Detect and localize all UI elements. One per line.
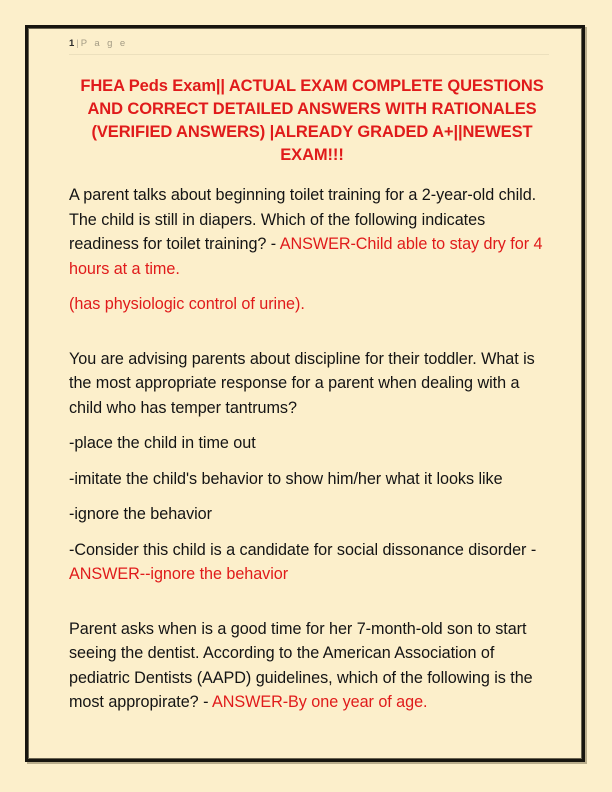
- question-2-stem: You are advising parents about discipline for their toddler. What is the most appropriate response for a parent when dealing with a child who has temper tantrums?: [69, 349, 535, 417]
- question-1-answer: ANSWER-Child able to stay dry for 4 hours at a time.: [69, 235, 543, 278]
- question-2-option-4: [69, 538, 550, 587]
- block-spacer-1: [69, 317, 568, 347]
- question-2-option-1: -place the child in time out: [69, 434, 256, 452]
- page-header: [69, 37, 549, 55]
- question-1-stem: [69, 183, 550, 281]
- question-block-2: [69, 347, 550, 587]
- page-title: FHEA Peds Exam|| ACTUAL EXAM COMPLETE QUESTIONS AND CORRECT DETAILED ANSWERS WITH RATIONALES (VERIFIED ANSWERS) |ALREADY GRADED A+||NEWEST EXAM!!!: [80, 77, 544, 164]
- document-content: [28, 28, 582, 759]
- page-number: 1: [69, 38, 75, 49]
- question-2-option-4-text: -Consider this child is a candidate for social dissonance disorder -: [69, 540, 537, 559]
- question-block-1: [69, 183, 550, 317]
- page-header-label: P a g e: [80, 38, 128, 49]
- page-header-separator: |: [76, 38, 79, 49]
- question-1-stem-text: A parent talks about beginning toilet training for a 2-year-old child. The child is still in diapers. Which of the following indicates readiness for toilet training? -: [69, 186, 537, 253]
- block-spacer-2: [69, 587, 568, 617]
- question-2-answer: ANSWER--ignore the behavior: [69, 565, 289, 583]
- question-3-stem: [69, 617, 550, 715]
- question-1-rationale: (has physiologic control of urine).: [69, 295, 305, 313]
- question-2-option-2: -imitate the child's behavior to show him/her what it looks like: [69, 469, 503, 488]
- question-block-3: [69, 617, 550, 715]
- question-2-option-3: -ignore the behavior: [69, 505, 212, 523]
- question-3-answer: ANSWER-By one year of age.: [211, 693, 428, 711]
- question-3-stem-text: Parent asks when is a good time for her 7-month-old son to start seeing the dentist. According to the American Association of pediatric Dentists (AAPD) guidelines, which of the following is the most appropirate? -: [69, 619, 533, 711]
- document-frame: [25, 25, 585, 762]
